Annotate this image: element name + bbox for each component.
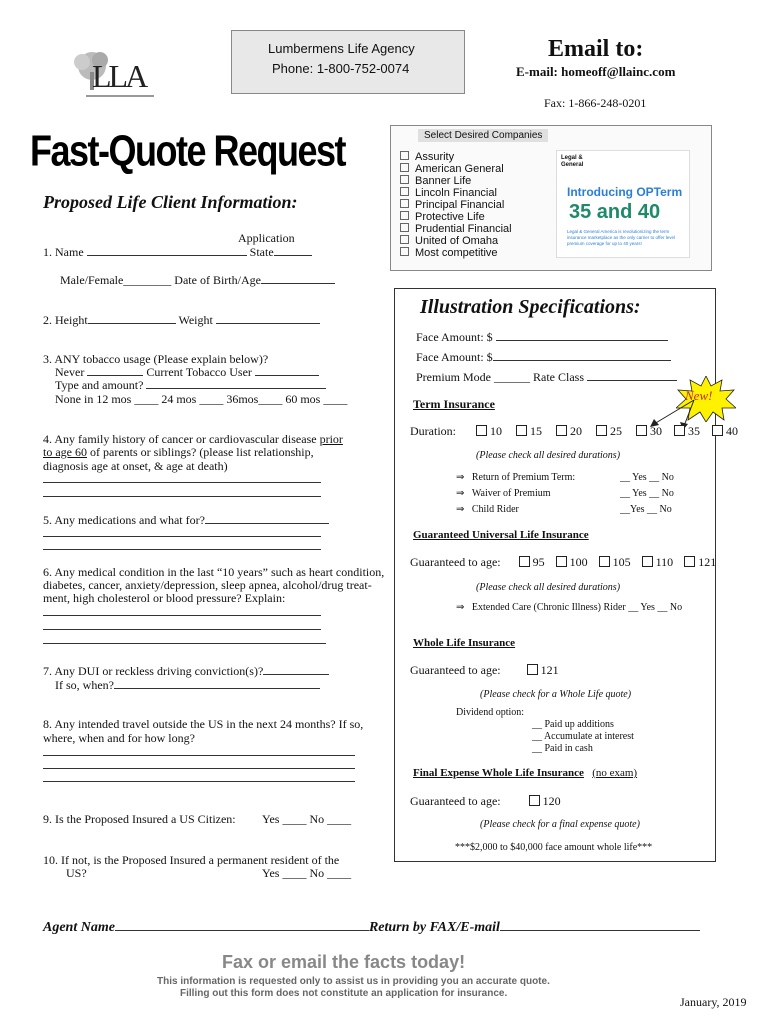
q9-label: 9. Is the Proposed Insured a US Citizen:	[43, 812, 236, 826]
fe-range: ***$2,000 to $40,000 face amount whole life***	[455, 842, 653, 853]
rider-yes-no[interactable]: __ Yes __ No	[620, 472, 674, 483]
company-item[interactable]: Banner Life	[400, 175, 512, 187]
ad-headline: Introducing OPTerm	[567, 185, 683, 199]
rider-row: ⇒ Return of Premium Term:	[456, 472, 576, 483]
q8-line[interactable]	[43, 781, 355, 782]
spec-heading: Illustration Specifications:	[420, 296, 641, 318]
agent-return-field[interactable]: Agent Name Return by FAX/E-mail	[43, 920, 700, 936]
company-item[interactable]: Protective Life	[400, 211, 512, 223]
duration-option[interactable]: 25	[596, 424, 622, 438]
opterm-ad	[556, 150, 690, 258]
rider-row: ⇒ Waiver of Premium	[456, 488, 551, 499]
company-item[interactable]: Most competitive	[400, 247, 512, 259]
page-title: Fast-Quote Request	[30, 126, 346, 176]
company-item[interactable]: United of Omaha	[400, 235, 512, 247]
fe-age-label: Guaranteed to age:	[410, 794, 501, 808]
ad-big: 35 and 40	[569, 201, 661, 223]
new-label: New!	[685, 388, 713, 403]
gul-age-row	[410, 555, 716, 570]
gul-age-option[interactable]: 100	[556, 555, 588, 569]
ad-small: Legal & General America is revolutionizing the term insurance marketplace as the only carrier to offer level premium coverage for up to 40 years!	[567, 229, 675, 246]
tagline: Fax or email the facts today!	[222, 952, 466, 972]
agency-name: Lumbermens Life Agency	[268, 41, 415, 56]
q8-label-2: where, when and for how long?	[43, 731, 195, 745]
q10-label: 10. If not, is the Proposed Insured a permanent resident of the	[43, 853, 340, 867]
extended-care-row[interactable]: ⇒ Extended Care (Chronic Illness) Rider __ Yes __ No	[456, 602, 683, 613]
logo-text: LLA	[92, 58, 146, 94]
q5-line[interactable]	[43, 536, 321, 537]
company-item[interactable]: Lincoln Financial	[400, 187, 512, 199]
fax-number: Fax: 1-866-248-0201	[544, 96, 647, 110]
email-address[interactable]: E-mail: homeoff@llainc.com	[516, 64, 676, 79]
q6-line[interactable]	[43, 629, 321, 630]
lla-logo	[66, 48, 156, 100]
name-field[interactable]: 1. Name State	[43, 245, 312, 260]
arrow-right-icon: ⇒	[456, 504, 465, 515]
dividend-label: Dividend option:	[456, 707, 525, 718]
q5-line[interactable]	[43, 549, 321, 550]
duration-option[interactable]: 40	[712, 424, 738, 438]
duration-label: Duration:	[410, 424, 456, 438]
form-date: January, 2019	[680, 995, 747, 1009]
q8-label: 8. Any intended travel outside the US in the next 24 months? If so,	[43, 717, 364, 731]
duration-row	[410, 424, 738, 439]
face-amount-1[interactable]: Face Amount: $	[416, 330, 668, 345]
face-amount-2[interactable]: Face Amount: $	[416, 350, 671, 365]
fe-age-option[interactable]: 120	[529, 794, 561, 808]
rider-yes-no[interactable]: __ Yes __ No	[620, 488, 674, 499]
q4-line[interactable]	[43, 482, 321, 483]
q6-label-3: ment, high cholesterol or blood pressure? Explain:	[43, 591, 286, 605]
q10-yes-no[interactable]: Yes ____ No ____	[262, 866, 352, 880]
gul-heading: Guaranteed Universal Life Insurance	[413, 529, 589, 541]
agency-phone: Phone: 1-800-752-0074	[272, 61, 410, 76]
q6-line[interactable]	[43, 615, 321, 616]
company-item[interactable]: American General	[400, 163, 512, 175]
wl-age-option[interactable]: 121	[527, 663, 559, 677]
q4-label: 4. Any family history of cancer or cardiovascular disease prior	[43, 432, 343, 446]
rider-yes-no[interactable]: __Yes __ No	[620, 504, 672, 515]
q4-label-2: to age 60 of parents or siblings? (please list relationship,	[43, 445, 314, 459]
q6-line[interactable]	[43, 643, 326, 644]
disclaimer-2: Filling out this form does not constitute an application for insurance.	[180, 988, 508, 999]
gul-age-label: Guaranteed to age:	[410, 555, 501, 569]
rider-row: ⇒ Child Rider	[456, 504, 519, 515]
gul-age-option[interactable]: 105	[599, 555, 631, 569]
q5-field[interactable]: 5. Any medications and what for?	[43, 513, 329, 528]
company-item[interactable]: Principal Financial	[400, 199, 512, 211]
fe-note: (Please check for a final expense quote)	[480, 819, 640, 830]
ad-logo: Legal & General	[561, 155, 584, 168]
tobacco-field[interactable]: Never Current Tobacco User	[55, 365, 319, 380]
arrow-right-icon: ⇒	[456, 472, 465, 483]
type-amount-field[interactable]: Type and amount?	[55, 378, 326, 393]
q10-label-2: US?	[66, 866, 87, 880]
premium-mode-field[interactable]: Premium Mode ______ Rate Class	[416, 370, 677, 385]
application-label: Application	[238, 231, 295, 245]
wl-age-label: Guaranteed to age:	[410, 663, 501, 677]
dividend-option[interactable]: __ Paid up additions	[532, 719, 614, 730]
gul-durations-note: (Please check all desired durations)	[476, 582, 621, 593]
company-item[interactable]: Prudential Financial	[400, 223, 512, 235]
q6-label-2: diabetes, cancer, anxiety/depression, sleep apnea, alcohol/drug treat-	[43, 578, 372, 592]
duration-option[interactable]: 20	[556, 424, 582, 438]
disclaimer-1: This information is requested only to assist us in providing you an accurate quote.	[157, 976, 550, 987]
sex-dob-field[interactable]: Male/Female________ Date of Birth/Age	[60, 273, 335, 288]
client-heading: Proposed Life Client Information:	[43, 192, 298, 212]
gul-age-option[interactable]: 95	[519, 555, 545, 569]
q8-line[interactable]	[43, 755, 355, 756]
none-12-field[interactable]: None in 12 mos ____ 24 mos ____ 36mos____ 60 mos ____	[55, 392, 348, 406]
fe-age-row	[410, 794, 561, 809]
gul-age-option[interactable]: 121	[684, 555, 716, 569]
durations-note: (Please check all desired durations)	[476, 450, 621, 461]
gul-age-option[interactable]: 110	[642, 555, 674, 569]
dividend-option[interactable]: __ Paid in cash	[532, 743, 593, 754]
q4-line[interactable]	[43, 496, 321, 497]
q6-label: 6. Any medical condition in the last “10 years” such as heart condition,	[43, 565, 385, 579]
duration-option[interactable]: 15	[516, 424, 542, 438]
term-heading: Term Insurance	[413, 397, 495, 411]
q3-label: 3. ANY tobacco usage (Please explain below)?	[43, 352, 269, 366]
q9-yes-no[interactable]: Yes ____ No ____	[262, 812, 352, 826]
q8-line[interactable]	[43, 768, 355, 769]
arrow-right-icon: ⇒	[456, 602, 465, 613]
wl-age-row	[410, 663, 559, 678]
height-weight-field[interactable]: 2. Height Weight	[43, 313, 320, 328]
duration-option[interactable]: 10	[476, 424, 502, 438]
arrow-right-icon: ⇒	[456, 488, 465, 499]
q7-when-field[interactable]: If so, when?	[55, 678, 320, 693]
wl-heading: Whole Life Insurance	[413, 637, 516, 649]
duration-option[interactable]: 35	[674, 424, 700, 438]
companies-list	[400, 151, 512, 259]
q4-label-3: diagnosis age at onset, & age at death)	[43, 459, 228, 473]
email-title: Email to:	[548, 36, 644, 62]
dividend-option[interactable]: __ Accumulate at interest	[532, 731, 634, 742]
companies-heading: Select Desired Companies	[418, 129, 548, 142]
fe-heading: Final Expense Whole Life Insurance (no exam)	[413, 767, 638, 779]
q7-field[interactable]: 7. Any DUI or reckless driving conviction(s)?	[43, 664, 329, 679]
company-item[interactable]: Assurity	[400, 151, 512, 163]
duration-option[interactable]: 30	[636, 424, 662, 438]
wl-note: (Please check for a Whole Life quote)	[480, 689, 632, 700]
